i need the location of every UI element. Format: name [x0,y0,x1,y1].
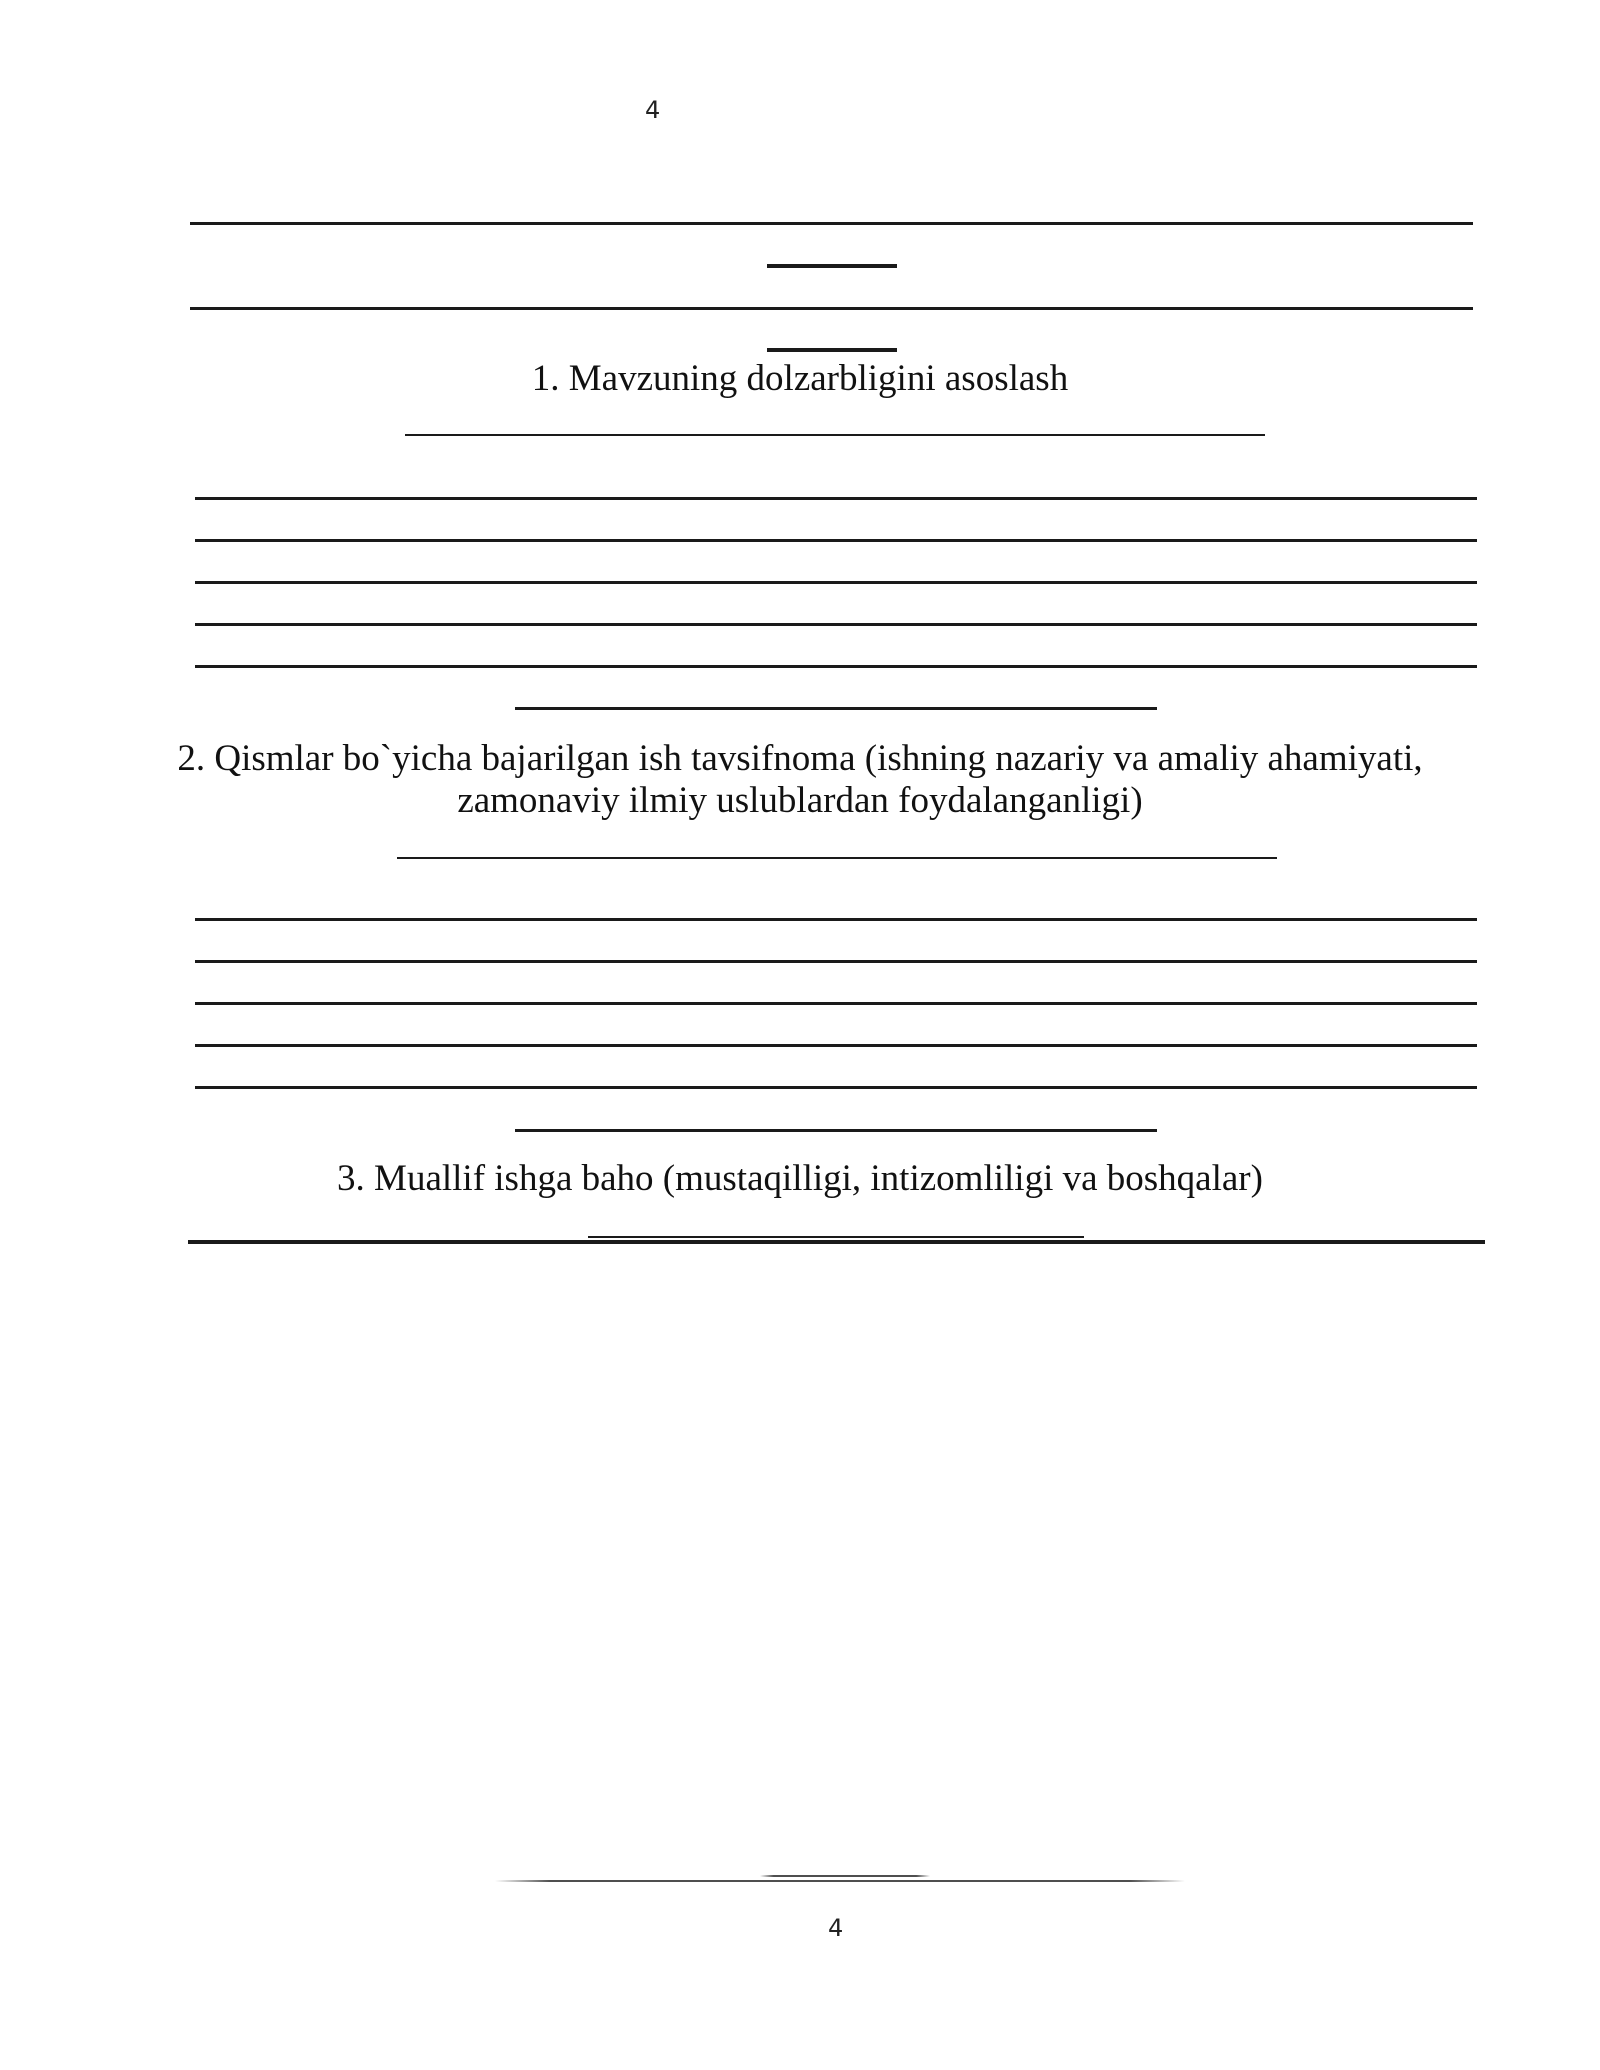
blank-line-short [767,348,897,352]
section-2-heading-line2: zamonaviy ilmiy uslublardan foydalanganligi) [457,780,1143,821]
blank-line [190,307,1473,310]
answer-line-short [515,707,1157,710]
blank-line-short [767,264,897,268]
section-2-heading-line1: 2. Qismlar bo`yicha bajarilgan ish tavsifnoma (ishning nazariy va amaliy ahamiyati, [177,738,1423,779]
top-page-number: 4 [645,96,661,124]
answer-line [195,1044,1477,1047]
answer-line [195,1086,1477,1089]
answer-line [195,1002,1477,1005]
answer-line [195,539,1477,542]
bottom-page-number: 4 [828,1914,844,1942]
answer-line [195,623,1477,626]
footer-rule [495,1880,1185,1882]
answer-line [195,960,1477,963]
answer-line [195,665,1477,668]
section-3-heading: 3. Muallif ishga baho (mustaqilligi, intizomliligi va boshqalar) [337,1158,1263,1199]
answer-line-short [515,1129,1157,1132]
section-1-heading: 1. Mavzuning dolzarbligini asoslash [531,358,1069,399]
heading-underline [397,857,1277,859]
answer-line [195,497,1477,500]
blank-line [190,222,1473,225]
answer-line [195,581,1477,584]
heading-underline [588,1236,1084,1238]
heading-underline [405,434,1265,436]
answer-line [195,918,1477,921]
footer-rule-accent [760,1875,930,1877]
section-end-rule [188,1240,1485,1244]
